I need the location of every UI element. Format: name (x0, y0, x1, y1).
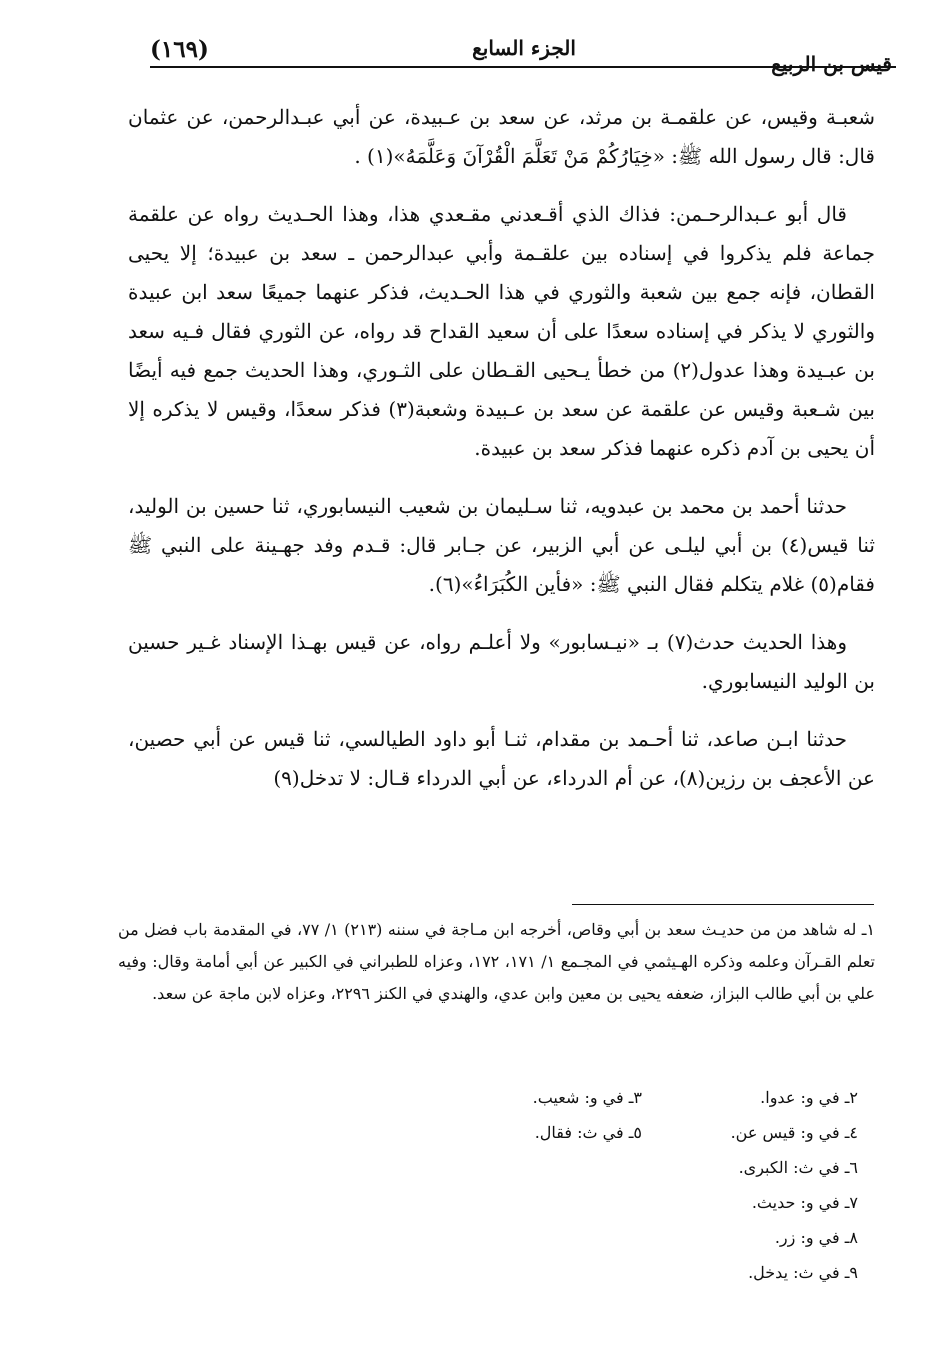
footnote-row (418, 1185, 858, 1220)
main-text (128, 98, 875, 817)
paragraph: حدثنا ابـن صاعد، ثنا أحـمد بن مقدام، ثنـا أبو داود الطيالسي، ثنا قيس عن أبي حصين، عن الأعجف بن رزين(٨)، عن أم الدرداء، عن أبي الدرداء قـال: لا تدخل(٩) (128, 727, 875, 790)
footnotes (118, 914, 875, 1010)
paragraph: قال أبو عـبدالرحـمن: فذاك الذي أقـعدني مقـعدي هذا، وهذا الحـديث رواه عن علقمة جماعة فلم يذكروا في إسناده بين علقـمة وأبي عبدالرحمن ـ سعد بن عبيدة؛ إلا يحيى القطان، فإنه جمع بين شعبة والثوري في هذا الحـديث، فذكر عنهما جميعًا سعد ابن عبيدة والثوري لا يذكر في إسناده سعدًا على أن سعيد القداح قد رواه، عن الثوري فقال فـيه سعد بن عبـيدة وهذا عدول(٢) من خطأ يـحيى القـطان على الثـوري، وهذا الحديث جمع فيه أيضًا بين شـعبة وقيس عن علقمة عن سعد بن عـبيدة وشعبة(٣) فذكر سعدًا، وقيس لا يذكره إلا أن يحيى بن آدم ذكره عنهما فذكر سعد بن عبيدة. (128, 202, 876, 460)
header-rule (150, 66, 896, 68)
footnote-row (418, 1115, 858, 1150)
footnote-rule (572, 904, 874, 905)
page-number: (١٦٩) (150, 36, 209, 63)
paragraph: حدثنا أحمد بن محمد بن عبدويه، ثنا سـليمان بن شعيب النيسابوري، ثنا حسين بن الوليد، ثنا قيس(٤) بن أبي ليلـى عن أبي الزبير، عن جـابر قال: قـدم وفد جهـينة على النبي ﷺ فقام(٥) غلام يتكلم فقال النبي ﷺ: «فأين الكُبَرَاءُ»(٦). (128, 494, 875, 596)
footnote: ٣ـ في و: شعيب. (532, 1088, 642, 1107)
footnote-list (418, 1080, 858, 1290)
footnote-row (418, 1255, 858, 1290)
footnote-row (418, 1150, 858, 1185)
footnote: ٥ـ في ث: فقال. (534, 1123, 642, 1142)
footnote: ٨ـ في و: زر. (774, 1228, 858, 1247)
footnote: ٦ـ في ث: الكبرى. (738, 1158, 858, 1177)
volume-title: الجزء السابع (472, 36, 576, 60)
footnote: ٩ـ في ث: يدخل. (748, 1263, 858, 1282)
paragraph: شعبـة وقيس، عن علقمـة بن مرثد، عن سعد بن عـبيدة، عن أبي عبـدالرحمن، عن عثمان قال: قال رسول الله ﷺ: «خِيَارُكُمْ مَنْ تَعَلَّمَ الْقُرْآنَ وَعَلَّمَهُ»(١) . (128, 105, 875, 168)
footnote-row (418, 1220, 858, 1255)
page-header (148, 26, 900, 76)
paragraph: وهذا الحديث حدث(٧) بـ «نيـسابور» ولا أعلـم رواه، عن قيس بهـذا الإسناد غـير حسين بن الوليد النيسابوري. (128, 630, 875, 693)
footnote: ٢ـ في و: عدوا. (760, 1088, 858, 1107)
running-title: قيس بن الربيع (771, 52, 892, 76)
footnote: ٤ـ في و: قيس عن. (730, 1123, 858, 1142)
footnote-1: ١ـ له شاهد من من حديـث سعد بن أبي وقاص، أخرجه ابن مـاجة في سننه (٢١٣) ١/ ٧٧، في المقدمة باب فضل من تعلم القـرآن وعلمه وذكره الهـيثمي في المجـمع ١/ ١٧١، ١٧٢، وعزاه للطبراني في الكبير عن أبي أمامة وقال: وفيه علي بن أبي طالب البزاز، ضعفه يحيى بن معين وابن عدي، والهندي في الكنز ٢٢٩٦، وعزاه لابن ماجة عن سعد. (118, 920, 876, 1003)
footnote-row (418, 1080, 858, 1115)
footnote: ٧ـ في و: حديث. (751, 1193, 858, 1212)
